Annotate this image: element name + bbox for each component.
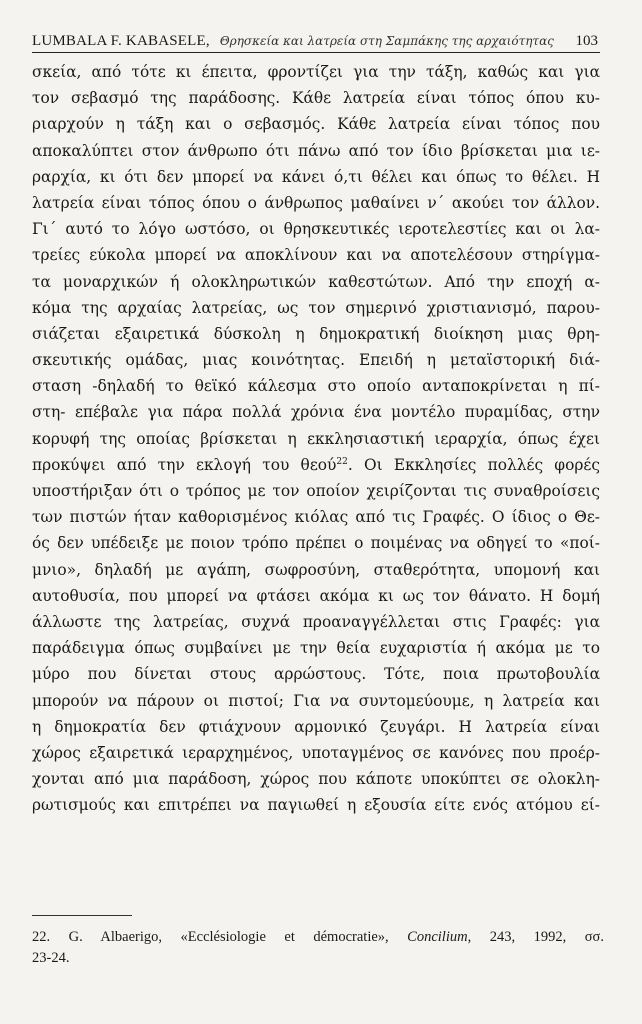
text-line: ρωτισμούς και επιτρέπει να παγιωθεί η εξουσία είτε ενός ατόμου εί- bbox=[32, 796, 600, 815]
text-line: παράδειγμα όπως συμβαίνει με την θεία ευχαριστία ή ακόμα με το bbox=[32, 639, 600, 658]
text-line: των πιστών ήταν καθορισμένος κιόλας από τις Γραφές. Ο ίδιος ο Θε- bbox=[32, 508, 600, 527]
text-line: η δημοκρατία δεν φτιάχνουν αρμονικό ζευγάρι. Η λατρεία είναι bbox=[32, 717, 600, 736]
header-author: LUMBALA F. KABASELE, bbox=[32, 33, 210, 49]
text-line: κόμα της αρχαίας λατρείας, ως τον σημερινό χριστιανισμό, παρου- bbox=[32, 298, 600, 317]
page-number: 103 bbox=[575, 33, 598, 49]
running-header bbox=[32, 31, 598, 51]
text-line: άλλωστε της λατρείας, συχνά προαναγγέλλεται στις Γραφές: για bbox=[32, 612, 600, 631]
text-line: Γι΄ αυτό το λόγο ωστόσο, οι θρησκευτικές ιεροτελεστίες και οι λα- bbox=[32, 220, 600, 239]
text-line: ριαρχούν η τάξη και ο σεβασμός. Κάθε λατρεία είναι τόπος που bbox=[32, 115, 600, 134]
footnote-journal: Concilium, bbox=[407, 929, 472, 945]
body-text bbox=[32, 59, 600, 818]
text-line: υποστήριξαν ότι ο τρόπος με τον οποίον χειρίζονται τις συναθροίσεις bbox=[32, 482, 600, 500]
text-line: χώρος εξαιρετικά ιεραρχημένος, υποταγμένος σε κανόνες που προέρ- bbox=[32, 743, 600, 762]
text-line: λατρεία είναι τόπος όπου ο άνθρωπος μαθαίνει ν΄ ακούει τον άλλον. bbox=[32, 193, 600, 212]
text-line: ραρχία, κι ότι δεν μπορεί να κάνει ό,τι θέλει και όπως το θέλει. Η bbox=[32, 167, 600, 186]
footnote-rule bbox=[32, 915, 132, 916]
text-line: προκύψει από την εκλογή του θεού$^{22}$. Οι Εκκλησίες πολλές φορές bbox=[32, 455, 600, 474]
text-line: μνιο», δηλαδή με αγάπη, σωφροσύνη, σταθερότητα, υπομονή και bbox=[32, 560, 600, 579]
text-line: σιάζεται εξαιρετικά δύσκολη η δημοκρατική διοίκηση μιας θρη- bbox=[32, 324, 600, 343]
text-line: μπορούν να πάρουν οι πιστοί; Για να συντομεύουμε, η λατρεία και bbox=[32, 691, 600, 710]
footnote-line: 23-24. bbox=[32, 950, 70, 966]
text-line: σκευτικής ομάδας, μιας κοινότητας. Επειδή η μεταϊστορική διά- bbox=[32, 351, 600, 370]
text-line: αποκαλύπτει στον άνθρωπο ότι πάνω από τον ίδιο βρίσκεται μια ιε- bbox=[32, 141, 600, 160]
text-line: σκεία, από τότε κι έπειτα, φροντίζει για την τάξη, καθώς και για bbox=[32, 63, 600, 81]
footnote-mark: 22 bbox=[336, 456, 348, 467]
footnote-line: 22. G. Albaerigo, «Ecclésiologie et démocratie», Concilium, 243, 1992, σσ. bbox=[32, 929, 604, 945]
text-line: τον σεβασμό της παράδοσης. Κάθε λατρεία είναι τόπος όπου κυ- bbox=[32, 89, 600, 108]
text-line: σταση -δηλαδή το θεϊκό κάλεσμα στο οποίο ανταποκρίνεται η πί- bbox=[32, 377, 600, 396]
header-rule bbox=[32, 52, 600, 53]
header-running-title: Θρησκεία και λατρεία στη Σαμπάκης της αρχαιότητας bbox=[219, 34, 554, 48]
text-line: μύρο που δίνεται στους αρρώστους. Τότε, ποια πρωτοβουλία bbox=[32, 665, 600, 684]
footnote-22 bbox=[32, 927, 604, 969]
text-line: ός δεν υπέδειξε με ποιον τρόπο πρέπει ο ποιμένας να οδηγεί το «ποί- bbox=[32, 534, 600, 553]
text-line: αυτοθυσία, που μπορεί να φτάσει ακόμα κι ως τον θάνατο. Η δομή bbox=[32, 586, 600, 605]
text-line: κορυφή της οποίας βρίσκεται η εκκλησιαστική ιεραρχία, όπως έχει bbox=[32, 429, 600, 448]
text-line: χονται από μια παράδοση, χώρος που κάποτε υποκύπτει σε ολοκλη- bbox=[32, 770, 600, 789]
text-line: τρείες εύκολα μπορεί να αποκλίνουν και να αποτελέσουν στηρίγμα- bbox=[32, 246, 600, 265]
text-line: τα μοναρχικών ή ολοκληρωτικών καθεστώτων. Από την εποχή α- bbox=[32, 272, 600, 291]
text-line: στη- επέβαλε για πάρα πολλά χρόνια ένα μοντέλο πυραμίδας, στην bbox=[32, 403, 600, 422]
